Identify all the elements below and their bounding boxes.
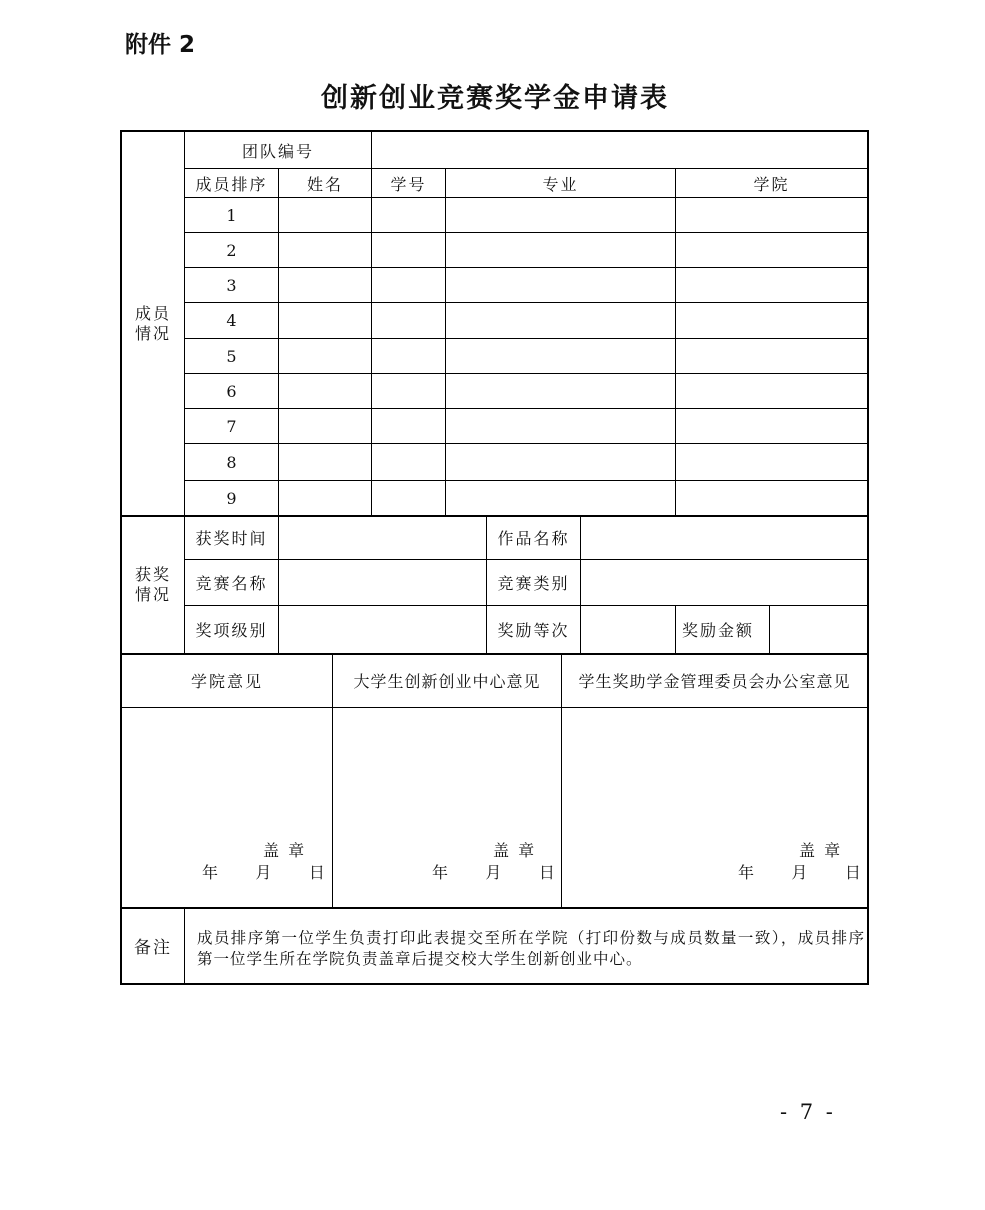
center-date-text: 年 月 日 bbox=[432, 863, 557, 882]
header-major: 专业 bbox=[542, 174, 579, 194]
remarks-label: 备注 bbox=[134, 938, 172, 958]
attachment-label: 附件 2 bbox=[125, 32, 196, 58]
award-amount-field[interactable] bbox=[770, 606, 867, 653]
award-time-field[interactable] bbox=[279, 516, 486, 559]
member-row-number: 9 bbox=[226, 488, 237, 508]
award-label-line2: 情况 bbox=[134, 584, 171, 604]
header-member-order: 成员排序 bbox=[195, 174, 268, 194]
team-number-field[interactable] bbox=[372, 132, 867, 168]
award-grade-field[interactable] bbox=[581, 606, 675, 653]
team-number-label: 团队编号 bbox=[241, 141, 314, 161]
award-amount-label: 奖励金额 bbox=[681, 621, 754, 640]
award-level-field[interactable] bbox=[279, 606, 486, 653]
member-row-number: 5 bbox=[226, 346, 237, 366]
form-title: 创新创业竞赛奖学金申请表 bbox=[321, 83, 669, 114]
college-date-text: 年 月 日 bbox=[202, 863, 327, 882]
member-row-number: 1 bbox=[226, 205, 237, 225]
member-row-number: 3 bbox=[226, 275, 237, 295]
remarks-text: 成员排序第一位学生负责打印此表提交至所在学院（打印份数与成员数量一致），成员排序第一位学生所在学院负责盖章后提交校大学生创新创业中心。 bbox=[197, 929, 865, 968]
award-time-label: 获奖时间 bbox=[195, 529, 268, 548]
page-number: - 7 - bbox=[780, 1100, 836, 1124]
member-row-number: 8 bbox=[226, 452, 237, 472]
members-label-line2: 情况 bbox=[134, 323, 171, 343]
college-opinion-header: 学院意见 bbox=[190, 672, 263, 691]
competition-category-field[interactable] bbox=[581, 560, 867, 605]
header-student-id: 学号 bbox=[390, 174, 427, 194]
award-label-line1: 获奖 bbox=[134, 564, 171, 584]
committee-office-opinion-header: 学生奖助学金管理委员会办公室意见 bbox=[578, 672, 851, 691]
member-row-number: 2 bbox=[226, 240, 237, 260]
competition-category-label: 竞赛类别 bbox=[497, 574, 570, 593]
award-level-label: 奖项级别 bbox=[195, 621, 268, 640]
members-label-line1: 成员 bbox=[134, 303, 171, 323]
application-form bbox=[120, 130, 869, 985]
work-name-field[interactable] bbox=[581, 516, 867, 559]
innovation-center-opinion-header: 大学生创新创业中心意见 bbox=[353, 672, 541, 691]
member-row-number: 6 bbox=[226, 381, 237, 401]
center-seal-text: 盖 章 bbox=[493, 841, 537, 860]
office-seal-text: 盖 章 bbox=[799, 841, 843, 860]
competition-name-label: 竞赛名称 bbox=[195, 574, 268, 593]
award-section-label bbox=[122, 516, 184, 653]
member-row-number: 4 bbox=[226, 311, 237, 330]
college-seal-text: 盖 章 bbox=[263, 841, 307, 860]
member-row-number: 7 bbox=[226, 416, 237, 436]
award-grade-label: 奖励等次 bbox=[497, 621, 570, 640]
members-section-label bbox=[122, 132, 184, 515]
header-college: 学院 bbox=[753, 174, 790, 194]
work-name-label: 作品名称 bbox=[497, 529, 570, 548]
office-date-text: 年 月 日 bbox=[738, 863, 863, 882]
header-name: 姓名 bbox=[306, 174, 343, 194]
competition-name-field[interactable] bbox=[279, 560, 486, 605]
